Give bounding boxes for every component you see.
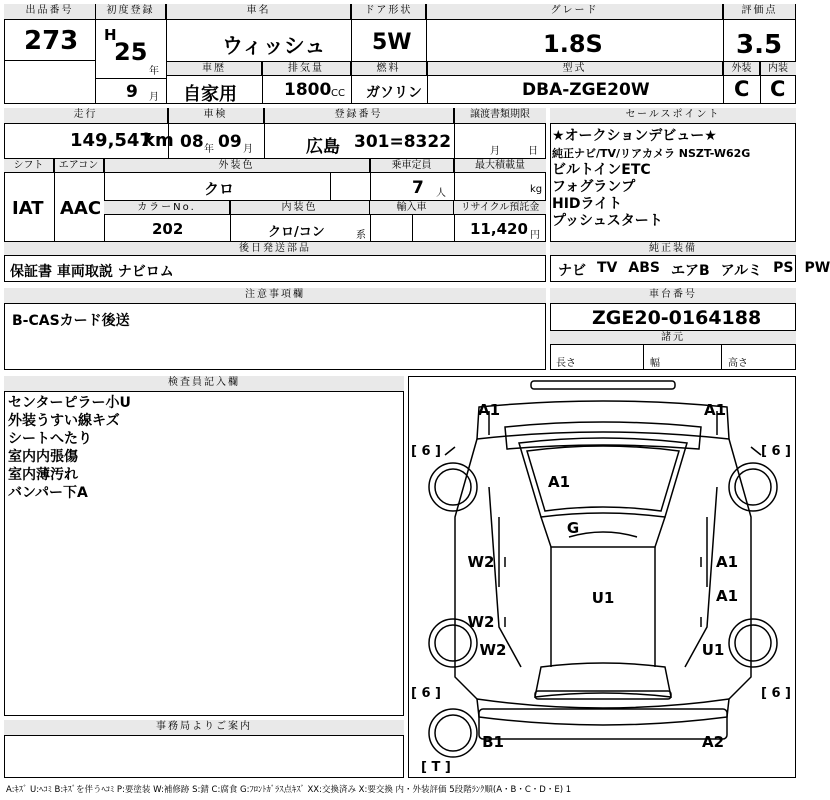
sales-point-header: セールスポイント (550, 108, 796, 124)
history: 自家用 (183, 84, 237, 105)
diagram-mark: A2 (701, 733, 725, 751)
exterior-grade: C (734, 77, 750, 101)
color-no: 202 (152, 220, 184, 238)
score: 3.5 (736, 30, 783, 60)
reg-year: 25 (114, 38, 148, 66)
length-label: 長さ (556, 358, 576, 369)
width-label: 幅 (650, 358, 660, 369)
notes-text: B-CASカード後送 (12, 313, 130, 329)
diagram-mark: A1 (715, 553, 739, 571)
model-header: 型式 (427, 62, 723, 76)
inspector-note: 室内薄汚れ (8, 467, 78, 483)
office-header: 事務局よりご案内 (4, 720, 404, 736)
inspector-note: センターピラー小U (8, 395, 131, 411)
shift: IAT (12, 198, 44, 219)
notes-header: 注意事項欄 (4, 288, 546, 304)
ext-color-header: 外装色 (104, 159, 370, 173)
equipment-item: エアB (670, 263, 710, 279)
inspector-header: 検査員記入欄 (4, 376, 404, 392)
exterior-header: 外装 (724, 62, 760, 76)
yen-unit: 円 (530, 230, 540, 241)
inspection-year-unit: 年 (204, 144, 214, 155)
color-no-header: カラーNo. (104, 201, 230, 215)
sales-point-item: ビルトインETC (552, 162, 651, 178)
inspector-note: 室内内張傷 (8, 449, 78, 465)
diagram-mark: G (566, 519, 580, 537)
reg-month: 9 (126, 82, 138, 102)
persons-unit: 人 (436, 188, 446, 199)
inspector-notes (8, 394, 131, 502)
model-type: DBA-ZGE20W (522, 80, 650, 100)
inspection-month: 09 (218, 132, 242, 152)
mileage-header: 走行 (4, 108, 168, 124)
delivery-header: 後日発送部品 (4, 242, 546, 256)
inspector-note: バンパー下A (8, 485, 88, 501)
mileage: 149,547 (70, 130, 152, 151)
inspection-header: 車検 (168, 108, 264, 124)
series-unit: 系 (356, 230, 366, 241)
shift-header: シフト (4, 159, 54, 173)
car-diagram (408, 376, 796, 778)
equipment-item: アルミ (720, 263, 763, 279)
lot-no-header: 出品番号 (4, 4, 96, 20)
equipment-item: ナビ (558, 263, 586, 279)
equipment-item: ABS (628, 260, 660, 276)
recycle-fee: 11,420 (470, 220, 528, 238)
month-unit: 月 (149, 92, 159, 103)
chassis-no: ZGE20-0164188 (592, 307, 762, 329)
diagram-mark: B1 (482, 733, 504, 751)
inspection-year: 08 (180, 132, 204, 152)
kg-unit: kg (530, 184, 543, 195)
int-color-header: 内装色 (230, 201, 370, 215)
tire-depth-mark: [ T ] (421, 760, 451, 775)
transfer-month-unit: 月 (490, 146, 500, 157)
lot-no: 273 (24, 26, 79, 56)
interior-header: 内装 (760, 62, 796, 76)
tire-depth: [ 6 ] (761, 686, 791, 701)
grade-header: グレード (427, 4, 723, 20)
ext-color: クロ (204, 180, 235, 198)
legend: A:ｷｽﾞ U:ﾍｺﾐ B:ｷｽﾞを伴うﾍｺﾐ P:要塗装 W:補修跡 S:錆 C:腐食 G:ﾌﾛﾝﾄｶﾞﾗｽ点ｷｽﾞ XX:交換済み X:要交換 内・外装評価 5段階ﾗﾝｸ順(A・B・C・D・E) 1 (6, 785, 572, 795)
door-type: 5W (372, 30, 412, 55)
car-name: ウィッシュ (222, 34, 326, 58)
score-header: 評価点 (724, 4, 796, 20)
era: H (104, 26, 117, 44)
displacement-header: 排気量 (262, 62, 351, 76)
import-header: 輸入車 (370, 201, 454, 215)
history-header: 車歴 (167, 62, 262, 76)
reg-no-header: 登録番号 (264, 108, 454, 124)
int-color: クロ/コン (268, 225, 325, 240)
tire-depth: [ 6 ] (411, 686, 441, 701)
diagram-mark: U1 (591, 589, 615, 607)
first-reg-header: 初度登録 (96, 4, 166, 20)
fuel: ガソリン (366, 85, 422, 101)
tire-depth: [ 6 ] (411, 444, 441, 459)
height-label: 高さ (728, 358, 748, 369)
diagram-mark: W2 (467, 613, 495, 631)
inspector-note: シートへたり (8, 431, 92, 447)
equipment-item: PW (804, 260, 830, 276)
displacement: 1800 (284, 80, 332, 100)
reg-number: 301=8322 (354, 132, 452, 152)
car-name-header: 車名 (167, 4, 351, 20)
fuel-header: 燃料 (351, 62, 427, 76)
equipment-item: TV (597, 260, 618, 276)
tire-depth: [ 6 ] (761, 444, 791, 459)
interior-grade: C (770, 77, 786, 101)
car-outline (409, 377, 797, 779)
diagram-mark: U1 (701, 641, 725, 659)
recycle-header: リサイクル預託金 (454, 201, 546, 215)
sales-point-item: フォグランプ (552, 179, 636, 195)
transfer-header: 譲渡書類期限 (454, 108, 546, 124)
chassis-header: 車台番号 (550, 288, 796, 304)
capacity: 7 (412, 178, 424, 198)
max-load-header: 最大積載量 (454, 159, 546, 173)
diagram-mark: A1 (703, 401, 727, 419)
aircon: AAC (60, 198, 102, 219)
transfer-day-unit: 日 (528, 146, 538, 157)
sales-point-item: HIDライト (552, 196, 623, 212)
inspector-note: 外装うすい線キズ (8, 413, 120, 429)
diagram-mark: A1 (547, 473, 571, 491)
reg-area: 広島 (306, 137, 340, 157)
cc-unit: CC (331, 88, 345, 99)
diagram-mark: A1 (715, 587, 739, 605)
diagram-mark: A1 (477, 401, 501, 419)
equipment-item: PS (773, 260, 794, 276)
dimensions-header: 諸元 (550, 331, 796, 345)
sales-point-item: ★オークションデビュー★ (552, 128, 717, 144)
capacity-header: 乗車定員 (370, 159, 454, 173)
delivery-items: 保証書 車両取説 ナビロム (10, 264, 174, 280)
inspection-month-unit: 月 (243, 144, 253, 155)
sales-point-item: プッシュスタート (552, 213, 663, 229)
km-unit: km (143, 130, 174, 151)
aircon-header: エアコン (54, 159, 104, 173)
sales-points-list (552, 128, 794, 230)
diagram-mark: W2 (467, 553, 495, 571)
year-unit: 年 (149, 66, 159, 77)
equipment-list (558, 260, 830, 280)
door-header: ドア形状 (352, 4, 426, 20)
equipment-header: 純正装備 (550, 242, 796, 256)
sales-point-item: 純正ナビ/TV/リアカメラ NSZT-W62G (552, 147, 751, 160)
grade: 1.8S (543, 30, 603, 58)
diagram-mark: W2 (479, 641, 507, 659)
